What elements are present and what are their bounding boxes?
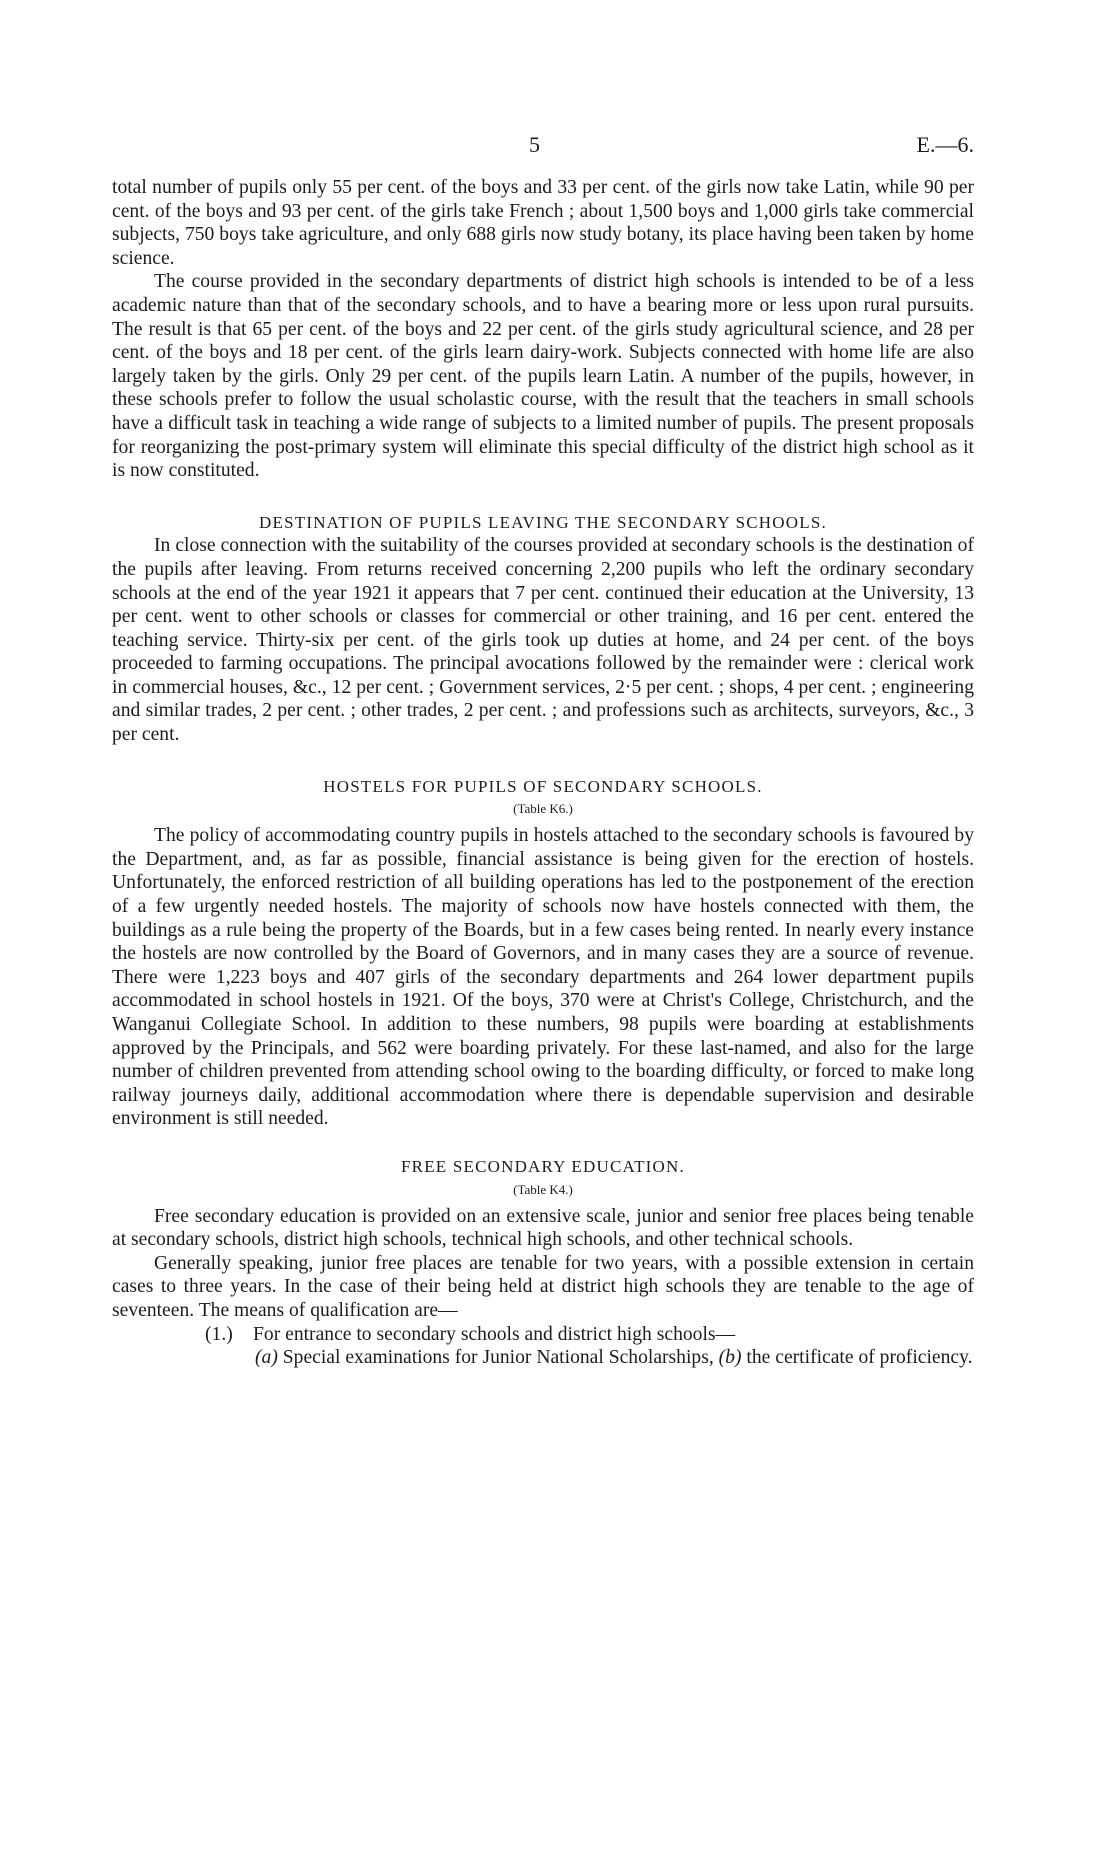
page-body [112,176,974,1370]
list-item-subitems [255,1346,974,1370]
sub-item-a-text: Special examinations for Junior National Scholarships, [282,1347,714,1369]
section-heading-hostels: HOSTELS FOR PUPILS OF SECONDARY SCHOOLS. [323,776,763,796]
sub-item-b-text: the certificate of proficiency. [746,1347,973,1369]
table-reference-k4: (Table K4.) [513,1181,573,1197]
list-item-text: For entrance to secondary schools and district high schools— [253,1323,736,1345]
paragraph-continuation: total number of pupils only 55 per cent. of the boys and 33 per cent. of the girls now take Latin, while 90 per cent. of the boys and 93 per cent. of the girls take French ; about 1,500 boys and 1,000 girls take commercial subjects, 750 boys take agriculture, and only 688 girls now study botany, its place having been taken by home science. [112,177,974,269]
paragraph-junior-free-places: Generally speaking, junior free places are tenable for two years, with a possible extension in certain cases to three years. In the case of their being held at district high schools they are tenable to the age of seventeen. The means of qualification are— [112,1252,974,1321]
page-number: 5 [529,132,540,157]
sub-item-a-label: (a) [255,1347,278,1369]
paragraph-hostels: The policy of accommodating country pupils in hostels attached to the secondary schools is favoured by the Department, and, as far as possible, financial assistance is being given for the erection of hostels. Unfortunately, the enforced restriction of all building operations has led to the postponement of the erection of a few urgently needed hostels. The majority of schools now have hostels connected with them, the buildings as a rule being the property of the Boards, but in a few cases being rented. In nearly every instance the hostels are now controlled by the Board of Governors, and in many cases they are a source of revenue. There were 1,223 boys and 407 girls of the secondary departments and 264 lower department pupils accommodated in school hostels in 1921. Of the boys, 370 were at Christ's College, Christchurch, and the Wanganui Collegiate School. In addition to these numbers, 98 pupils were boarding at establishments approved by the Principals, and 562 were boarding privately. For these last-named, and also for the large number of children prevented from attending school owing to the boarding difficulty, or forced to make long railway journeys daily, additional accommodation where there is dependable supervision and desirable environment is still needed. [112,825,974,1130]
paragraph-destination: In close connection with the suitability of the courses provided at secondary schools is the destination of the pupils after leaving. From returns received concerning 2,200 pupils who left the ordinary secondary schools at the end of the year 1921 it appears that 7 per cent. continued their education at the University, 13 per cent. went to other schools or classes for commercial or other training, and 16 per cent. entered the teaching service. Thirty-six per cent. of the girls took up duties at home, and 24 per cent. of the boys proceeded to farming occupations. The principal avocations followed by the remainder were : clerical work in commercial houses, &c., 12 per cent. ; Government services, 2·5 per cent. ; shops, 4 per cent. ; engineering and similar trades, 2 per cent. ; other trades, 2 per cent. ; and professions such as architects, surveyors, &c., 3 per cent. [112,535,974,746]
section-heading-free-education: FREE SECONDARY EDUCATION. [401,1156,685,1176]
page-header [0,132,1114,162]
list-item-entrance [205,1323,974,1347]
table-reference-k6: (Table K6.) [513,801,573,817]
paragraph-district-high-schools: The course provided in the secondary departments of district high schools is intended to be of a less academic nature than that of the secondary schools, and to have a bearing more or less upon rural pursuits. The result is that 65 per cent. of the boys and 22 per cent. of the girls study agricultural science, and 28 per cent. of the boys and 18 per cent. of the girls learn dairy-work. Subjects connected with home life are also largely taken by the girls. Only 29 per cent. of the pupils learn Latin. A number of the pupils, however, in these schools prefer to follow the usual scholastic course, with the result that the teachers in small schools have a difficult task in teaching a wide range of subjects to a limited number of pupils. The present proposals for reorganizing the post-primary system will eliminate this special difficulty of the district high school as it is now constituted. [112,271,974,482]
section-heading-destination: DESTINATION OF PUPILS LEAVING THE SECONDARY SCHOOLS. [259,512,827,532]
sub-item-b-label: (b) [718,1347,742,1369]
paragraph-free-places: Free secondary education is provided on an extensive scale, junior and senior free places being tenable at secondary schools, district high schools, technical high schools, and other technical schools. [112,1205,974,1251]
report-code: E.—6. [916,132,974,157]
list-item-number: (1.) [205,1323,233,1345]
